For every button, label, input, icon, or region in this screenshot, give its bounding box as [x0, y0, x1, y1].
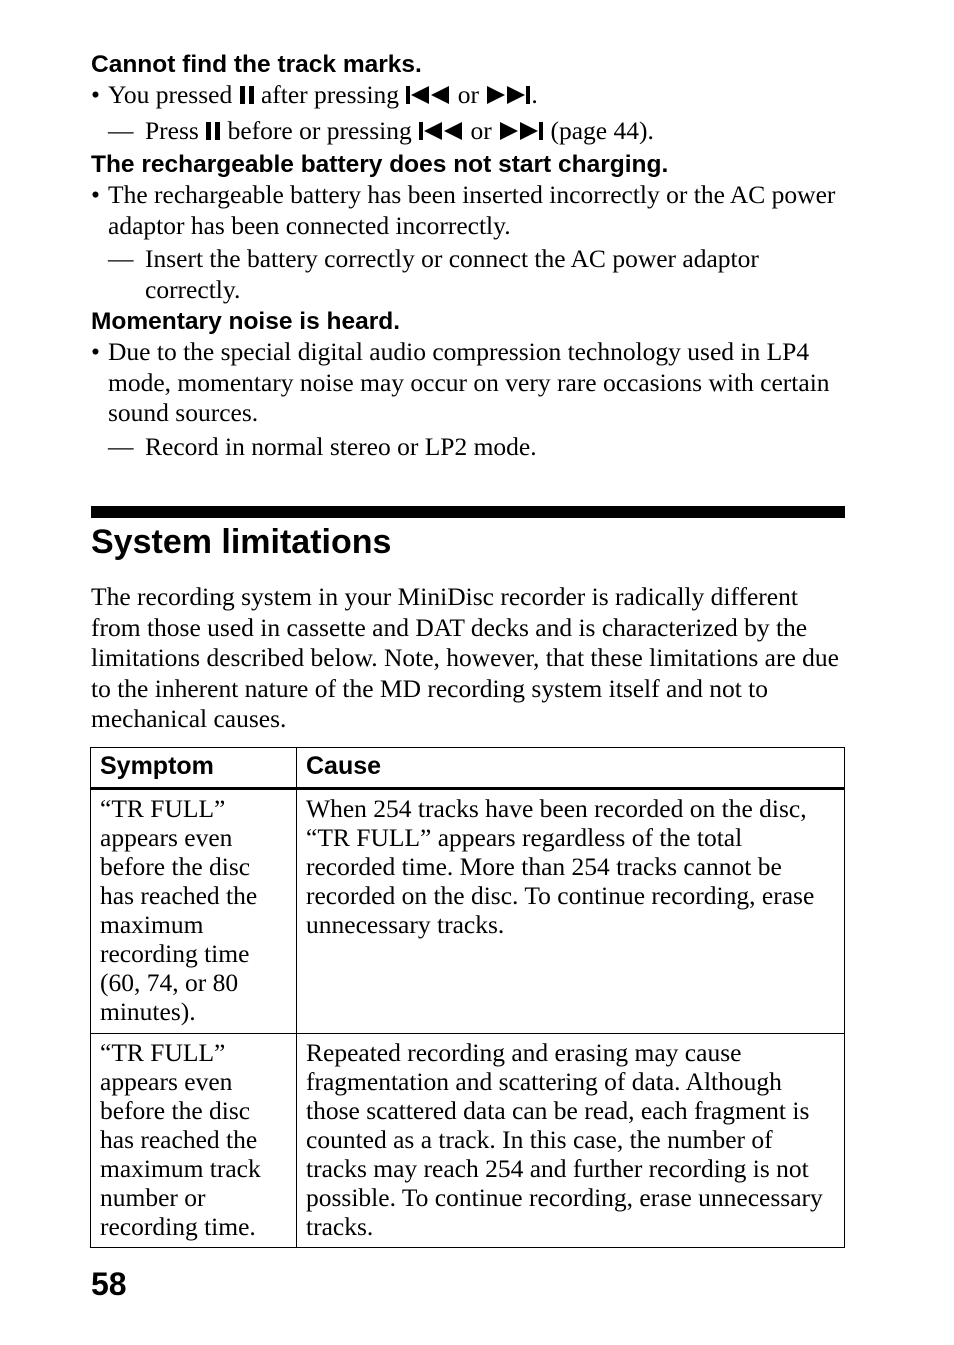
table-row	[91, 789, 845, 1034]
cause-track-marks: • You pressed after pressing or .	[91, 80, 845, 113]
previous-track-icon	[405, 82, 451, 113]
bullet: •	[91, 80, 100, 109]
remedy-track-marks: — Press before or pressing or (page 44).	[108, 116, 845, 149]
cause-battery: • The rechargeable battery has been inserted incorrectly or the AC power adaptor has been connected incorrectly.	[91, 180, 836, 240]
cause-cell: Repeated recording and erasing may cause fragmentation and scattering of data. Although those scattered data can be read, each fragment is counted as a track. In this case, the number of tracks may reach 254 and further recording is not possible. To continue recording, erase unnecessary tracks.	[297, 1034, 845, 1248]
next-track-icon	[485, 82, 531, 113]
pause-icon	[205, 118, 221, 149]
heading-battery: The rechargeable battery does not start charging.	[91, 151, 669, 178]
table-header-row	[91, 748, 845, 789]
pause-icon	[239, 82, 255, 113]
dash: —	[108, 431, 134, 461]
bullet: •	[91, 337, 100, 366]
cause-cell: When 254 tracks have been recorded on the disc, “TR FULL” appears regardless of the total recorded time. More than 254 tracks cannot be recorded on the disc. To continue recording, erase unnecessary tracks.	[297, 789, 845, 1034]
section-divider	[91, 506, 845, 518]
previous-track-icon	[418, 118, 464, 149]
heading-track-marks: Cannot find the track marks.	[91, 51, 422, 78]
cause-noise: • Due to the special digital audio compression technology used in LP4 mode, momentary noise may occur on very rare occasions with certain sound sources.	[91, 337, 830, 427]
troubleshooting-section	[91, 50, 845, 462]
page-number: 58	[91, 1266, 127, 1302]
section-title: System limitations	[91, 523, 392, 561]
bullet: •	[91, 180, 100, 209]
symptom-cell: “TR FULL” appears even before the disc has reached the maximum track number or recording time.	[91, 1034, 297, 1248]
dash: —	[108, 115, 134, 145]
next-track-icon	[498, 118, 544, 149]
table-row	[91, 1034, 845, 1248]
heading-noise: Momentary noise is heard.	[91, 308, 401, 335]
column-header-symptom: Symptom	[91, 748, 297, 789]
section-intro: The recording system in your MiniDisc recorder is radically different from those used in cassette and DAT decks and is characterized by the limitations described below. Note, however, that these limitations are due to the inherent nature of the MD recording system itself and not to mechanical causes.	[91, 582, 839, 733]
remedy-battery: — Insert the battery correctly or connect the AC power adaptor correctly.	[108, 244, 759, 304]
dash: —	[108, 244, 134, 273]
symptom-cell: “TR FULL” appears even before the disc has reached the maximum recording time (60, 74, or 80 minutes).	[91, 789, 297, 1034]
column-header-cause: Cause	[297, 748, 845, 789]
remedy-noise: — Record in normal stereo or LP2 mode.	[108, 431, 537, 461]
limitations-table	[90, 747, 845, 1248]
